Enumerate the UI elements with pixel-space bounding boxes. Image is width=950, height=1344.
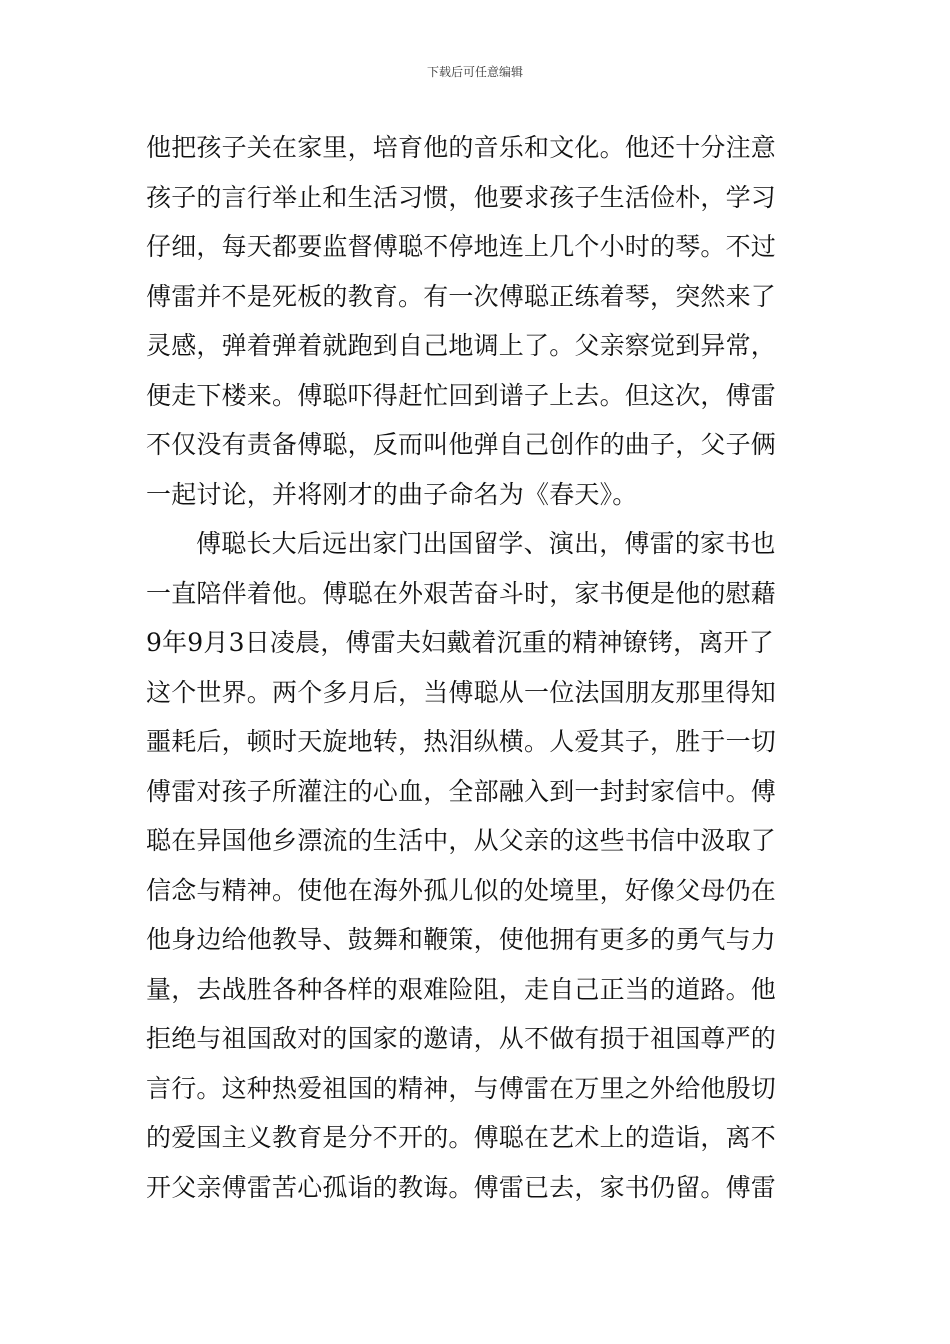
text-line: 不仅没有责备傅聪，反而叫他弹自己创作的曲子，父子俩 [146, 430, 777, 459]
text-line: 聪在异国他乡漂流的生活中，从父亲的这些书信中汲取了 [146, 826, 777, 855]
text-line: 他把孩子关在家里，培育他的音乐和文化。他还十分注意 [146, 133, 777, 162]
text-line: 傅聪长大后远出家门出国留学、演出，傅雷的家书也 [196, 529, 776, 558]
body-text [146, 123, 810, 1212]
text-line: 灵感，弹着弹着就跑到自己地调上了。父亲察觉到异常， [146, 331, 777, 360]
text-line: 9年9月3日凌晨，傅雷夫妇戴着沉重的精神镣铐，离开了 [146, 628, 774, 657]
text-line: 量，去战胜各种各样的艰难险阻，走自己正当的道路。他 [146, 974, 777, 1004]
text-line: 便走下楼来。傅聪吓得赶忙回到谱子上去。但这次，傅雷 [146, 380, 777, 410]
text-line: 孩子的言行举止和生活习惯，他要求孩子生活俭朴，学习 [146, 182, 777, 212]
text-line: 噩耗后，顿时天旋地转，热泪纵横。人爱其子，胜于一切 [146, 727, 777, 756]
text-line: 傅雷并不是死板的教育。有一次傅聪正练着琴，突然来了 [146, 281, 777, 311]
text-line: 这个世界。两个多月后，当傅聪从一位法国朋友那里得知 [146, 677, 777, 707]
text-line: 开父亲傅雷苦心孤诣的教诲。傅雷已去，家书仍留。傅雷 [146, 1172, 777, 1202]
text-line: 仔细，每天都要监督傅聪不停地连上几个小时的琴。不过 [146, 232, 777, 261]
text-line: 的爱国主义教育是分不开的。傅聪在艺术上的造诣，离不 [146, 1123, 777, 1152]
page-header: 下载后可任意编辑 [426, 65, 523, 79]
text-line: 言行。这种热爱祖国的精神，与傅雷在万里之外给他殷切 [146, 1073, 777, 1103]
text-line: 一起讨论，并将刚才的曲子命名为《春天》。 [146, 479, 638, 509]
text-line: 傅雷对孩子所灌注的心血，全部融入到一封封家信中。傅 [146, 776, 777, 806]
text-line: 他身边给他教导、鼓舞和鞭策，使他拥有更多的勇气与力 [146, 925, 777, 954]
text-line: 拒绝与祖国敌对的国家的邀请，从不做有损于祖国尊严的 [146, 1024, 777, 1053]
text-line: 信念与精神。使他在海外孤儿似的处境里，好像父母仍在 [146, 875, 777, 905]
text-line: 一直陪伴着他。傅聪在外艰苦奋斗时，家书便是他的慰藉 [146, 578, 777, 608]
